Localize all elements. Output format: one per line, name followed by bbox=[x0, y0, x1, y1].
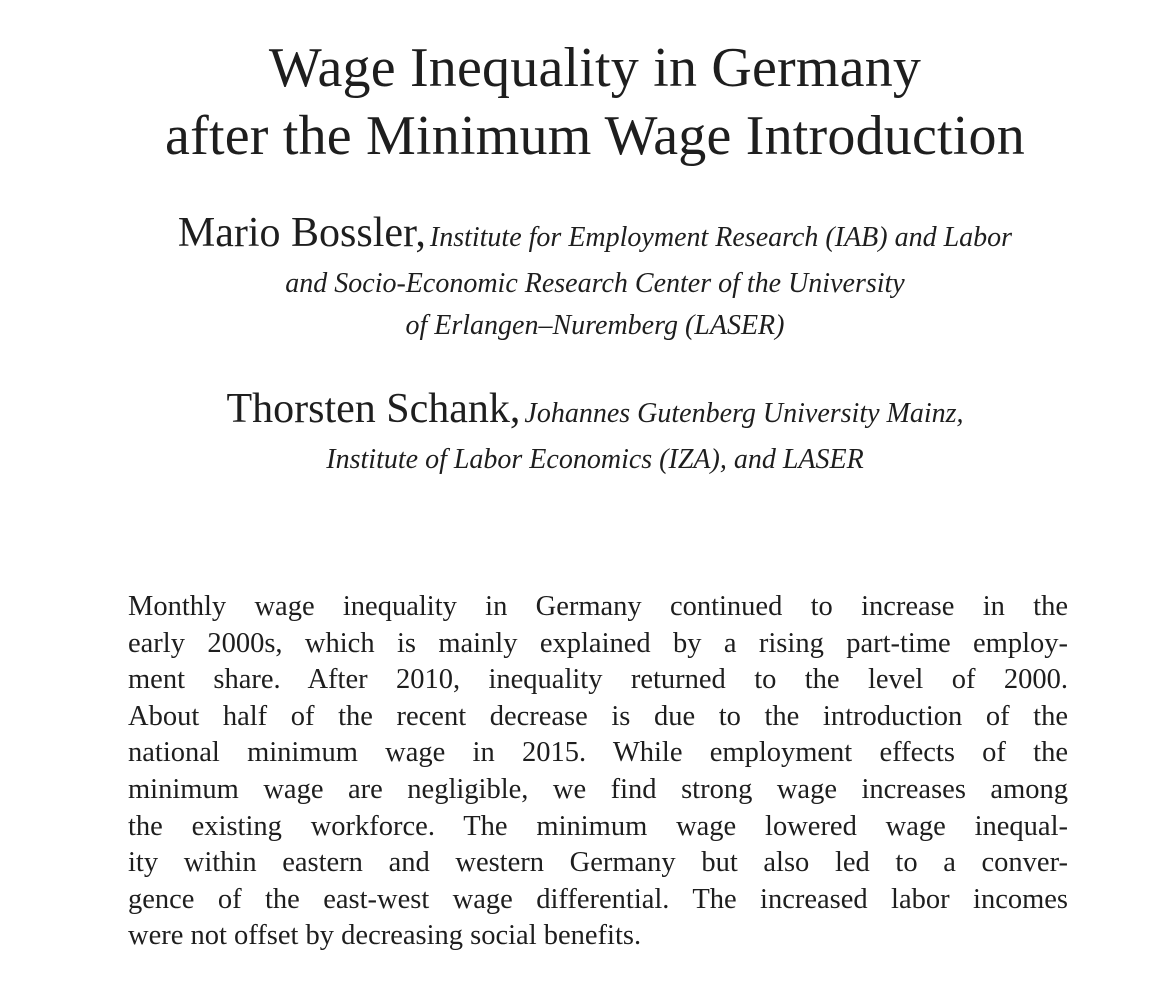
abstract-line: ity within eastern and western Germany but also led to a conver- bbox=[128, 847, 1068, 879]
author-affiliation: and Socio-Economic Research Center of the University bbox=[285, 268, 905, 299]
author-block-bossler bbox=[0, 212, 1150, 347]
abstract-line: gence of the east-west wage differential. The increased labor incomes bbox=[128, 883, 1068, 915]
abstract-line: Monthly wage inequality in Germany continued to increase in the bbox=[128, 591, 1068, 622]
paper-title bbox=[0, 34, 1150, 170]
abstract-line: minimum wage are negligible, we find strong wage increases among bbox=[128, 773, 1068, 805]
abstract-line: national minimum wage in 2015. While employment effects of the bbox=[128, 737, 1068, 769]
author-affiliation: Johannes Gutenberg University Mainz, bbox=[524, 398, 964, 429]
author-name: Thorsten Schank, bbox=[226, 386, 521, 432]
author-name: Mario Bossler, bbox=[177, 210, 426, 256]
abstract-line: About half of the recent decrease is due to the introduction of the bbox=[128, 700, 1068, 732]
abstract-line: early 2000s, which is mainly explained by a rising part-time employ- bbox=[128, 627, 1068, 659]
title-line-1: Wage Inequality in Germany bbox=[268, 37, 922, 99]
title-line-2: after the Minimum Wage Introduction bbox=[165, 105, 1025, 167]
abstract-line: were not offset by decreasing social benefits. bbox=[128, 920, 642, 952]
abstract bbox=[128, 589, 1068, 955]
abstract-line: ment share. After 2010, inequality returned to the level of 2000. bbox=[128, 664, 1068, 696]
author-affiliation: Institute of Labor Economics (IZA), and LASER bbox=[326, 444, 864, 475]
author-affiliation: of Erlangen–Nuremberg (LASER) bbox=[405, 310, 785, 341]
author-block-schank bbox=[0, 388, 1150, 481]
abstract-line: the existing workforce. The minimum wage lowered wage inequal- bbox=[128, 810, 1068, 842]
author-affiliation: Institute for Employment Research (IAB) and Labor bbox=[429, 222, 1013, 253]
